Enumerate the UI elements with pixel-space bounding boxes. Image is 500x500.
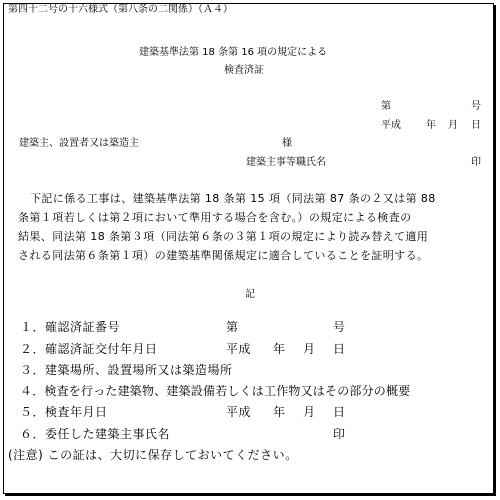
item-6-seal: 印 — [333, 427, 346, 441]
item-5-day: 日 — [333, 405, 346, 419]
issuer-seal: 印 — [471, 157, 481, 168]
body-line1: 下記に係る工事は、建築基準法第 18 条第 15 項（同法第 87 条の２又は第 88 — [30, 192, 436, 205]
item-3-label: ３．建築場所、設置場所又は築造場所 — [20, 363, 233, 377]
item-4-label: ４．検査を行った建築物、建築設備若しくは工作物又はその部分の概要 — [20, 384, 411, 398]
item-5-month: 月 — [303, 405, 316, 419]
date-day: 日 — [471, 120, 481, 131]
number-dai: 第 — [381, 101, 391, 112]
item-2-label: ２．確認済証交付年月日 — [20, 342, 158, 356]
item-2-era: 平成 — [226, 342, 252, 356]
date-era: 平成 — [381, 120, 401, 131]
ki-heading: 記 — [245, 289, 255, 300]
body-line4: される同法第６条第１項）の建築基準関係規定に適合していることを証明する。 — [18, 249, 429, 262]
item-2-day: 日 — [333, 342, 346, 356]
addressee-label: 建築主、設置者又は築造主 — [19, 138, 139, 149]
date-year: 年 — [426, 120, 436, 131]
item-5-year: 年 — [273, 405, 286, 419]
item-1-go: 号 — [333, 320, 346, 334]
title-line2: 検査済証 — [224, 65, 264, 76]
item-2-year: 年 — [273, 342, 286, 356]
title-line1: 建築基準法第 18 条第 16 項の規定による — [139, 47, 328, 58]
body-line3: 結果、同法第 18 条第３項（同法第６条の３第１項の規定により読み替えて適用 — [18, 230, 429, 243]
note: (注意) この証は、大切に保存しておいてください。 — [8, 448, 298, 462]
addressee-sama: 様 — [282, 138, 292, 149]
item-6-label: ６．委任した建築主事氏名 — [20, 427, 171, 441]
item-2-month: 月 — [303, 342, 316, 356]
issuer-label: 建築主事等職氏名 — [246, 157, 326, 168]
number-go: 号 — [471, 101, 481, 112]
date-month: 月 — [448, 120, 458, 131]
body-line2: 条第１項若しくは第２項において準用する場合を含む。）の規定による検査の — [18, 211, 412, 224]
item-1-dai: 第 — [226, 320, 239, 334]
item-5-era: 平成 — [226, 405, 252, 419]
item-5-label: ５．検査年月日 — [20, 405, 108, 419]
form-title: 第四十二号の十六様式（第八条の二関係）（Ａ４） — [8, 4, 233, 15]
item-1-label: １．確認済証番号 — [20, 320, 121, 334]
